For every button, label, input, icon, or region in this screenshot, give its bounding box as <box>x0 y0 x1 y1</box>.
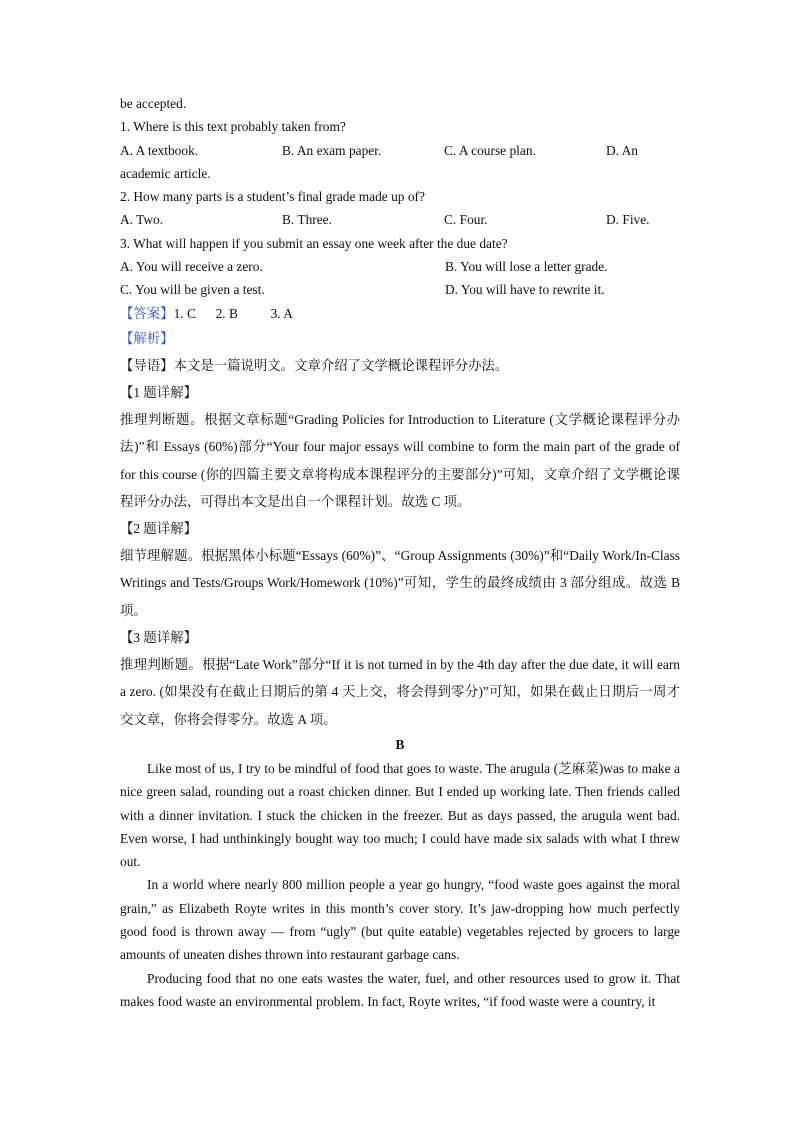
q3-option-a: A. You will receive a zero. <box>120 259 263 275</box>
q3-option-d: D. You will have to rewrite it. <box>445 282 605 298</box>
document-page <box>120 92 680 1013</box>
q2-option-c: C. Four. <box>444 212 488 228</box>
q1-option-a: A. A textbook. <box>120 142 199 158</box>
q1-option-d: D. An <box>606 142 638 158</box>
passage-paragraph-2: In a world where nearly 800 million people a year go hungry, “food waste goes against the moral grain,” as Elizabeth Royte writes in this month’s cover story. It’s jaw-dropping how much perfectly good food is thrown away — from “ugly” (but quite eatable) vegetables rejected by grocers to large amounts of uneaten dishes thrown into restaurant garbage cans. <box>120 877 680 963</box>
question-3-options-row2 <box>120 278 680 301</box>
q2-detail-text: 细节理解题。根据黑体小标题“Essays (60%)”、“Group Assignments (30%)”和“Daily Work/In-Class Writings and Tests/Groups Work/Homework (10%)”可知，学生的最终成绩由 3 部分组成。故选 B 项。 <box>120 548 680 618</box>
q1-detail-text: 推理判断题。根据文章标题“Grading Policies for Introduction to Literature (文学概论课程评分办法)”和 Essays (60%)部分“Your four major essays will combine to form the main part of the grade of for this course (你的四篇主要文章将构成本课程评分的主要部分)”可知，文章介绍了文学概论课程评分办法，可得出本文是出自一个课程计划。故选 C 项。 <box>120 411 680 509</box>
question-3: 3. What will happen if you submit an essay one week after the due date? <box>120 235 508 251</box>
q3-detail-text: 推理判断题。根据“Late Work”部分“If it is not turned in by the 4th day after the due date, it will earn a zero. (如果没有在截止日期后的第 4 天上交，将会得到零分)”可知，如果在截止日期后一周才交文章，你将会得零分。故选 A 项。 <box>120 657 680 727</box>
answer-1: 1. C <box>173 305 196 321</box>
q2-detail-heading: 【2 题详解】 <box>120 521 197 537</box>
q2-option-d: D. Five. <box>606 212 650 228</box>
answer-3: 3. A <box>270 305 293 321</box>
passage-paragraph-3: Producing food that no one eats wastes the water, fuel, and other resources used to grow it. That makes food waste an environmental problem. In fact, Royte writes, “if food waste were a country, it <box>120 970 680 1009</box>
answer-label: 【答案】 <box>120 305 174 321</box>
answer-2: 2. B <box>215 305 238 321</box>
guide-line <box>120 352 680 379</box>
guide-text: 本文是一篇说明文。文章介绍了文学概论课程评分办法。 <box>173 357 509 373</box>
question-1-options <box>120 139 680 162</box>
q3-option-b: B. You will lose a letter grade. <box>445 259 608 275</box>
q3-detail-heading: 【3 题详解】 <box>120 630 197 646</box>
analysis-heading: 【解析】 <box>120 330 174 346</box>
question-2: 2. How many parts is a student’s final grade made up of? <box>120 189 425 205</box>
q1-detail-heading: 【1 题详解】 <box>120 384 197 400</box>
continuation-line: be accepted. <box>120 96 187 111</box>
question-2-options <box>120 208 680 231</box>
q1-option-d-continued: academic article. <box>120 165 211 181</box>
question-3-options-row1 <box>120 255 680 278</box>
passage-paragraph-1: Like most of us, I try to be mindful of food that goes to waste. The arugula (芝麻菜)was to make a nice green salad, rounding out a roast chicken dinner. But I ended up working late. Then friends called with a dinner invitation. I stuck the chicken in the freezer. But as days passed, the arugula went bad. Even worse, I had unthinkingly bought way too much; I could have made six salads with what I threw out. <box>120 760 680 870</box>
answer-line <box>120 302 680 325</box>
question-1: 1. Where is this text probably taken from? <box>120 119 346 135</box>
guide-label: 【导语】 <box>120 357 174 373</box>
q2-option-a: A. Two. <box>120 212 164 228</box>
q3-option-c: C. You will be given a test. <box>120 282 265 298</box>
q1-option-b: B. An exam paper. <box>282 142 382 158</box>
q2-option-b: B. Three. <box>282 212 332 228</box>
q1-option-c: C. A course plan. <box>444 142 536 158</box>
section-b-title: B <box>395 736 405 752</box>
